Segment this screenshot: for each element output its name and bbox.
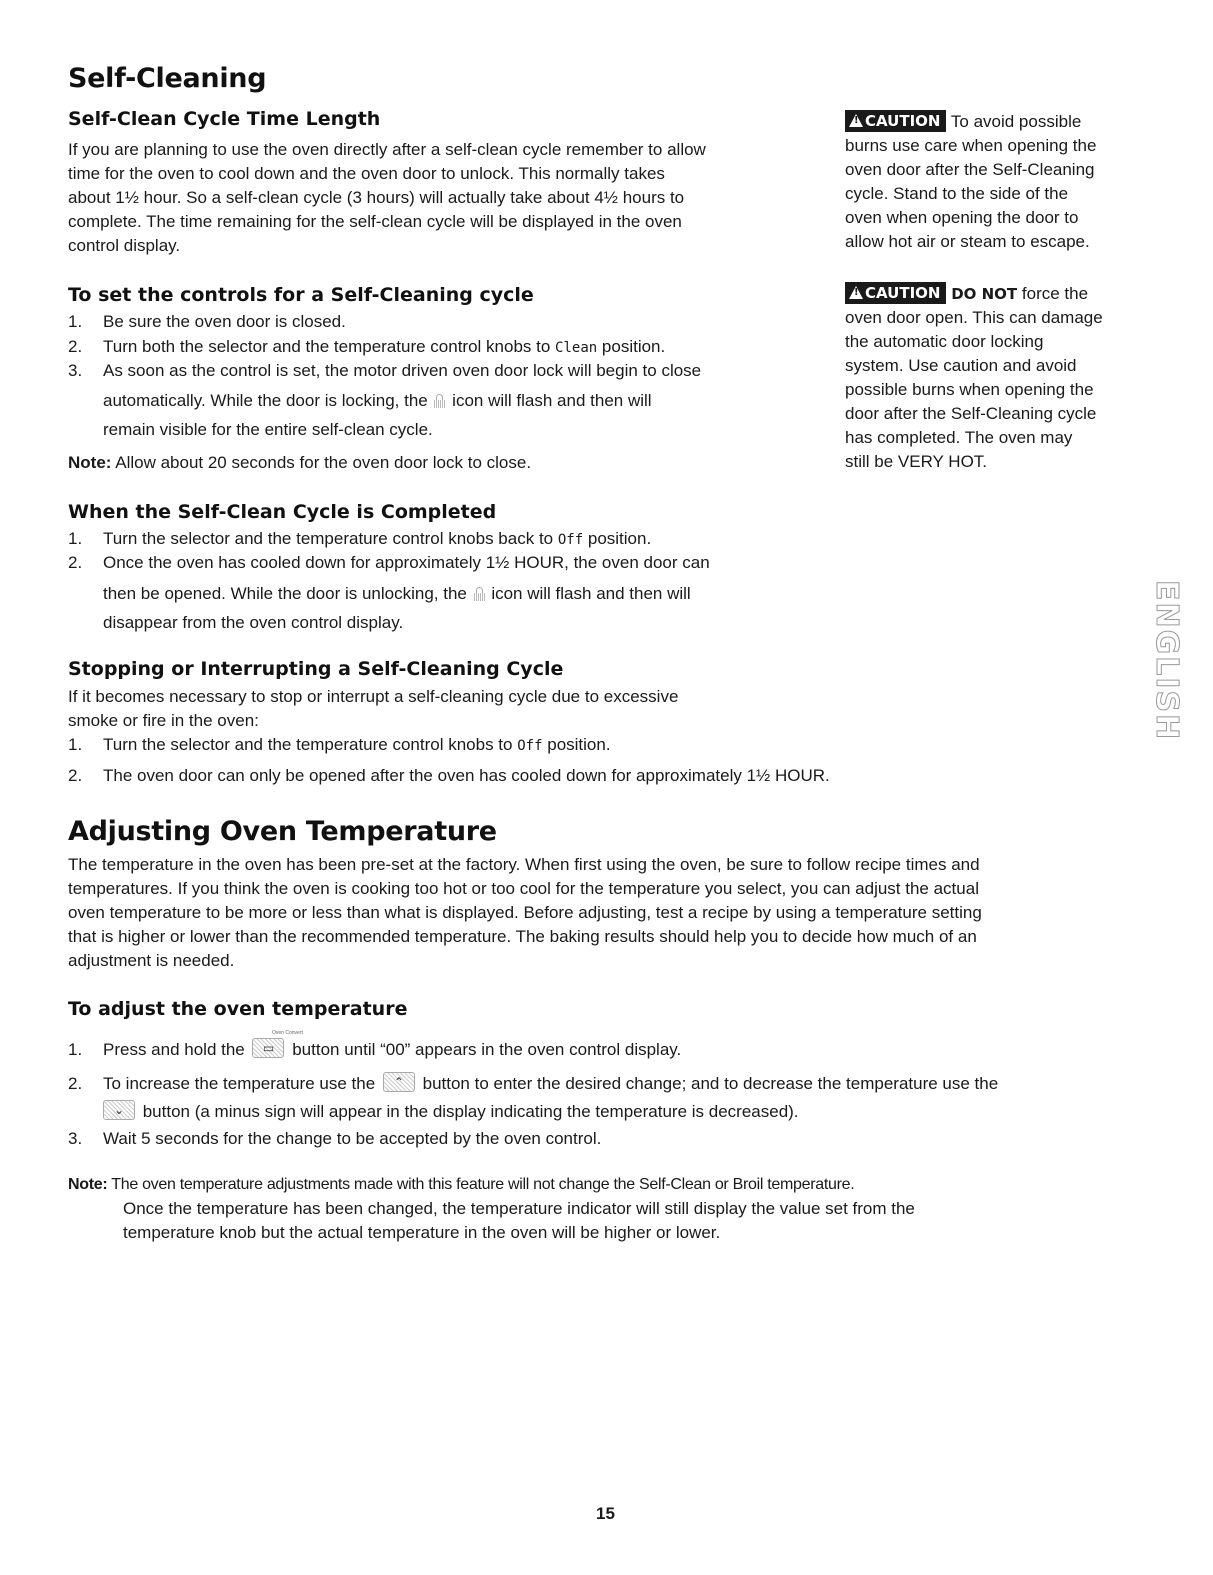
knob-position-word: Off <box>557 532 584 548</box>
list-continuation: ⌄ button (a minus sign will appear in the display indicating the temperature is decreased). <box>103 1100 1103 1124</box>
heading-set-controls: To set the controls for a Self-Cleaning cycle <box>68 284 534 306</box>
text-line: allow hot air or steam to escape. <box>845 232 1090 251</box>
section-title-self-cleaning: Self-Cleaning <box>68 63 267 94</box>
text-line: Once the temperature has been changed, the temperature indicator will still display the value set from the <box>123 1199 915 1218</box>
adjusting-paragraph <box>68 853 1148 973</box>
page-number: 15 <box>596 1504 615 1523</box>
note-label: Note: <box>68 453 112 472</box>
text-line: smoke or fire in the oven: <box>68 711 259 730</box>
caution-box-1: !CAUTION To avoid possible burns use care when opening the oven door after the Self-Cleaning cycle. Stand to the side of the oven when opening the door to allow hot air or steam to escape. <box>845 110 1155 254</box>
list-text: Once the oven has cooled down for approximately 1½ HOUR, the oven door can <box>103 553 710 572</box>
section-title-adjusting: Adjusting Oven Temperature <box>68 816 497 847</box>
text-line: oven when opening the door to <box>845 208 1079 227</box>
note-label: Note: <box>68 1176 108 1193</box>
text-line: system. Use caution and avoid <box>845 356 1077 375</box>
text-line: control display. <box>68 236 181 255</box>
heading-cycle-completed: When the Self-Clean Cycle is Completed <box>68 501 497 523</box>
list-number: 2. <box>68 766 83 785</box>
up-arrow-button-icon: ⌃ <box>383 1072 415 1092</box>
oven-convert-caption: Oven Convert <box>272 1030 303 1036</box>
text-line: adjustment is needed. <box>68 951 235 970</box>
text-line: The temperature in the oven has been pre-set at the factory. When first using the oven, be sure to follow recipe times and <box>68 855 980 874</box>
list-number: 2. <box>68 1074 83 1093</box>
text-line: has completed. The oven may <box>845 428 1073 447</box>
list-continuation: then be opened. While the door is unlocking, the icon will flash and then will <box>103 584 691 603</box>
list-text: As soon as the control is set, the motor driven oven door lock will begin to close <box>103 361 702 380</box>
text-line: door after the Self-Cleaning cycle <box>845 404 1097 423</box>
text-line: the automatic door locking <box>845 332 1044 351</box>
warning-triangle-icon <box>849 286 863 299</box>
text-line: oven door open. This can damage <box>845 308 1103 327</box>
text-line: complete. The time remaining for the self-clean cycle will be displayed in the oven <box>68 212 682 231</box>
list-number: 1. <box>68 735 83 754</box>
text-line: If you are planning to use the oven directly after a self-clean cycle remember to allow <box>68 140 706 159</box>
text-line: oven door after the Self-Cleaning <box>845 160 1095 179</box>
knob-position-word: Off <box>517 738 543 754</box>
lock-icon <box>474 587 485 601</box>
list-text: Turn the selector and the temperature control knobs to Off position. <box>103 735 611 754</box>
caution-box-2: !CAUTION DO NOT force the oven door open. This can damage the automatic door locking system. Use caution and avoid possible burns when opening the door after the Self-Cleaning cycle has completed. The oven may still be VERY HOT. <box>845 282 1155 474</box>
text-line: about 1½ hour. So a self-clean cycle (3 hours) will actually take about 4½ hours to <box>68 188 685 207</box>
list-continuation: remain visible for the entire self-clean cycle. <box>103 420 433 439</box>
list-text: Be sure the oven door is closed. <box>103 312 346 331</box>
text-line: temperature knob but the actual temperature in the oven will be higher or lower. <box>123 1223 721 1242</box>
note: Note: The oven temperature adjustments made with this feature will not change the Self-Clean or Broil temperature. Once the temperature has been changed, the temperature indicator will still display the value set from the temperature knob but the actual temperature in the oven will be higher or lower. <box>68 1173 1148 1245</box>
list-number: 3. <box>68 1129 83 1148</box>
list-number: 1. <box>68 312 83 331</box>
text-line: still be VERY HOT. <box>845 452 988 471</box>
list-text: To increase the temperature use the ⌃ button to enter the desired change; and to decrease the temperature use the <box>103 1074 999 1093</box>
list-continuation: automatically. While the door is locking, the icon will flash and then will <box>103 391 652 410</box>
heading-time-length: Self-Clean Cycle Time Length <box>68 108 381 130</box>
heading-adjust-temperature: To adjust the oven temperature <box>68 998 408 1020</box>
side-language-label: ENGLISH <box>1149 580 1184 742</box>
time-length-paragraph <box>68 138 828 258</box>
lock-icon <box>434 394 445 408</box>
down-arrow-button-icon: ⌄ <box>103 1100 135 1120</box>
list-text: Turn the selector and the temperature control knobs back to Off position. <box>103 529 652 548</box>
oven-convert-button-icon: ▭ <box>252 1038 284 1058</box>
caution-badge: !CAUTION <box>845 282 946 304</box>
text-line: time for the oven to cool down and the oven door to unlock. This normally takes <box>68 164 665 183</box>
text-line: oven temperature to be more or less than what is displayed. Before adjusting, test a recipe by using a temperature setting <box>68 903 982 922</box>
list-text: The oven door can only be opened after the oven has cooled down for approximately 1½ HOUR. <box>103 766 830 785</box>
knob-position-word: Clean <box>555 340 598 356</box>
list-number: 1. <box>68 529 83 548</box>
list-text: Press and hold the ▭ button until “00” appears in the oven control display. <box>103 1040 682 1059</box>
heading-stopping: Stopping or Interrupting a Self-Cleaning Cycle <box>68 658 564 680</box>
caution-badge: !CAUTION <box>845 110 946 132</box>
text-line: temperatures. If you think the oven is cooking too hot or too cool for the temperature you select, you can adjust the actual <box>68 879 979 898</box>
text-line: If it becomes necessary to stop or interrupt a self-cleaning cycle due to excessive <box>68 687 679 706</box>
list-number: 2. <box>68 337 83 356</box>
text-line: that is higher or lower than the recommended temperature. The baking results should help you to decide how much of an <box>68 927 977 946</box>
list-text: Wait 5 seconds for the change to be accepted by the oven control. <box>103 1129 602 1148</box>
stopping-intro <box>68 685 828 733</box>
text-line: burns use care when opening the <box>845 136 1097 155</box>
list-text: Turn both the selector and the temperature control knobs to Clean position. <box>103 337 666 356</box>
list-continuation: disappear from the oven control display. <box>103 613 404 632</box>
list-number: 1. <box>68 1040 83 1059</box>
text-line: cycle. Stand to the side of the <box>845 184 1069 203</box>
list-number: 3. <box>68 361 83 380</box>
note: Note: Allow about 20 seconds for the oven door lock to close. <box>68 453 532 472</box>
list-number: 2. <box>68 553 83 572</box>
warning-triangle-icon <box>849 114 863 127</box>
text-line: possible burns when opening the <box>845 380 1094 399</box>
